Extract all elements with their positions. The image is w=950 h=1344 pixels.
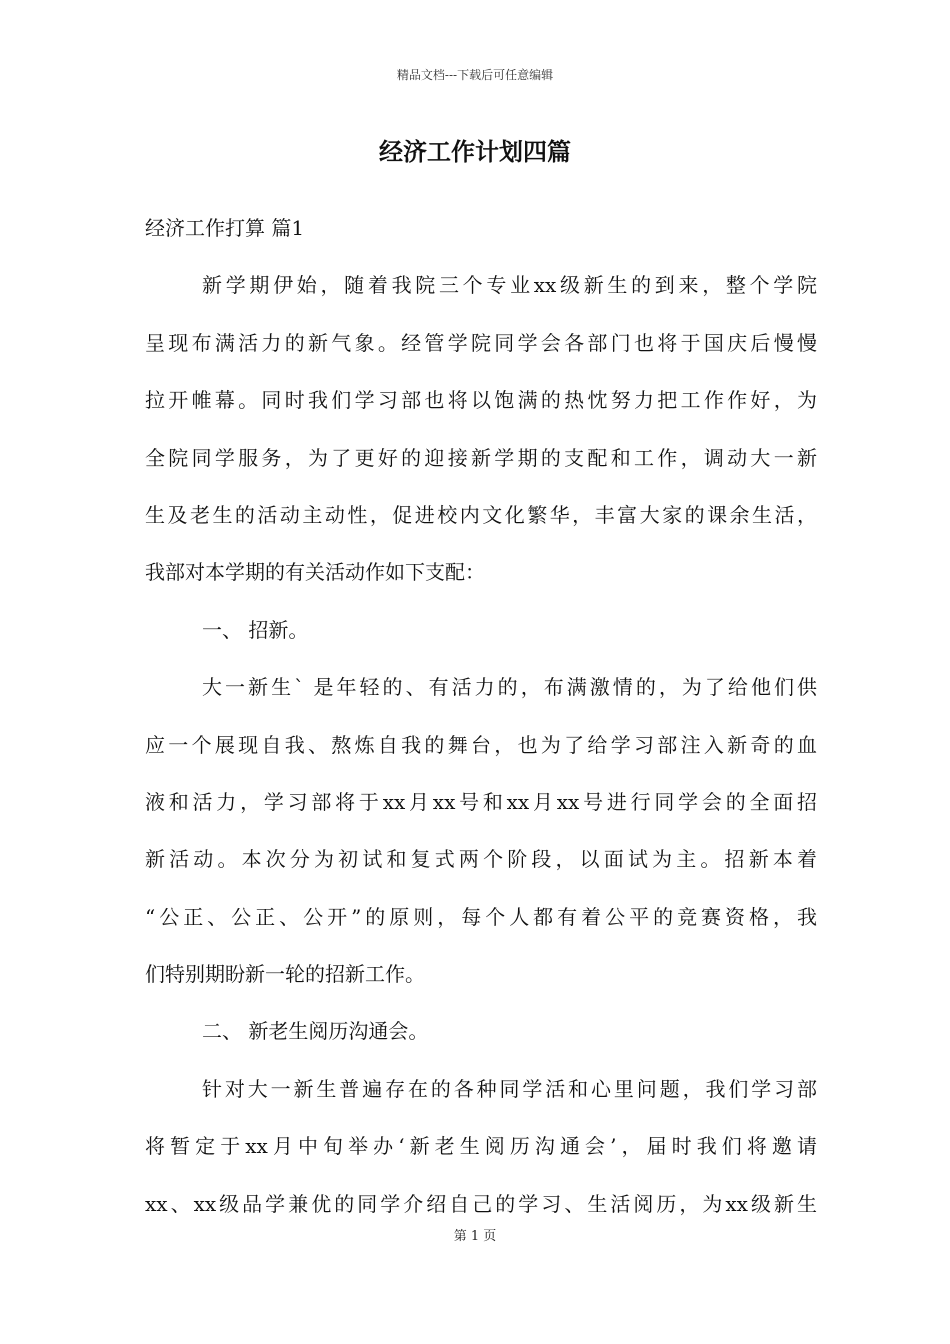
- list-heading: 一、 招新。: [202, 617, 309, 642]
- paragraph-line: 全院同学服务，为了更好的迎接新学期的支配和工作，调动大一新: [145, 445, 817, 470]
- paragraph-line: 呈现布满活力的新气象。经管学院同学会各部门也将于国庆后慢慢: [145, 330, 817, 355]
- paragraph-line: 我部对本学期的有关活动作如下支配：: [145, 560, 485, 585]
- paragraph-line: 新活动。本次分为初试和复式两个阶段，以面试为主。招新本着: [145, 847, 817, 872]
- paragraph-line: “公正、公正、公开”的原则，每个人都有着公平的竞赛资格，我: [145, 904, 817, 929]
- section-heading: 经济工作打算 篇1: [145, 216, 305, 240]
- paragraph-line: 生及老生的活动主动性，促进校内文化繁华，丰富大家的课余生活，: [145, 502, 817, 527]
- paragraph-line: 将暂定于xx月中旬举办‘新老生阅历沟通会’，届时我们将邀请: [145, 1134, 817, 1159]
- document-body: [145, 200, 817, 1233]
- paragraph-line: 液和活力，学习部将于xx月xx号和xx月xx号进行同学会的全面招: [145, 789, 817, 814]
- paragraph-line: xx、xx级品学兼优的同学介绍自己的学习、生活阅历，为xx级新生: [145, 1191, 817, 1216]
- document-title: 经济工作计划四篇: [379, 137, 571, 166]
- paragraph-line: 拉开帷幕。同时我们学习部也将以饱满的热忱努力把工作作好，为: [145, 388, 817, 413]
- paragraph-line: 应一个展现自我、熬炼自我的舞台，也为了给学习部注入新奇的血: [145, 732, 817, 757]
- page-number: 第 1 页: [453, 1229, 497, 1244]
- header-note: 精品文档---下载后可任意编辑: [396, 68, 554, 82]
- paragraph-line: 新学期伊始，随着我院三个专业xx级新生的到来，整个学院: [202, 273, 817, 298]
- list-heading: 二、 新老生阅历沟通会。: [202, 1019, 429, 1044]
- paragraph-line: 大一新生` 是年轻的、有活力的，布满激情的，为了给他们供: [202, 675, 817, 700]
- paragraph-line: 针对大一新生普遍存在的各种同学活和心里问题，我们学习部: [202, 1076, 817, 1101]
- paragraph-line: 们特别期盼新一轮的招新工作。: [145, 962, 425, 987]
